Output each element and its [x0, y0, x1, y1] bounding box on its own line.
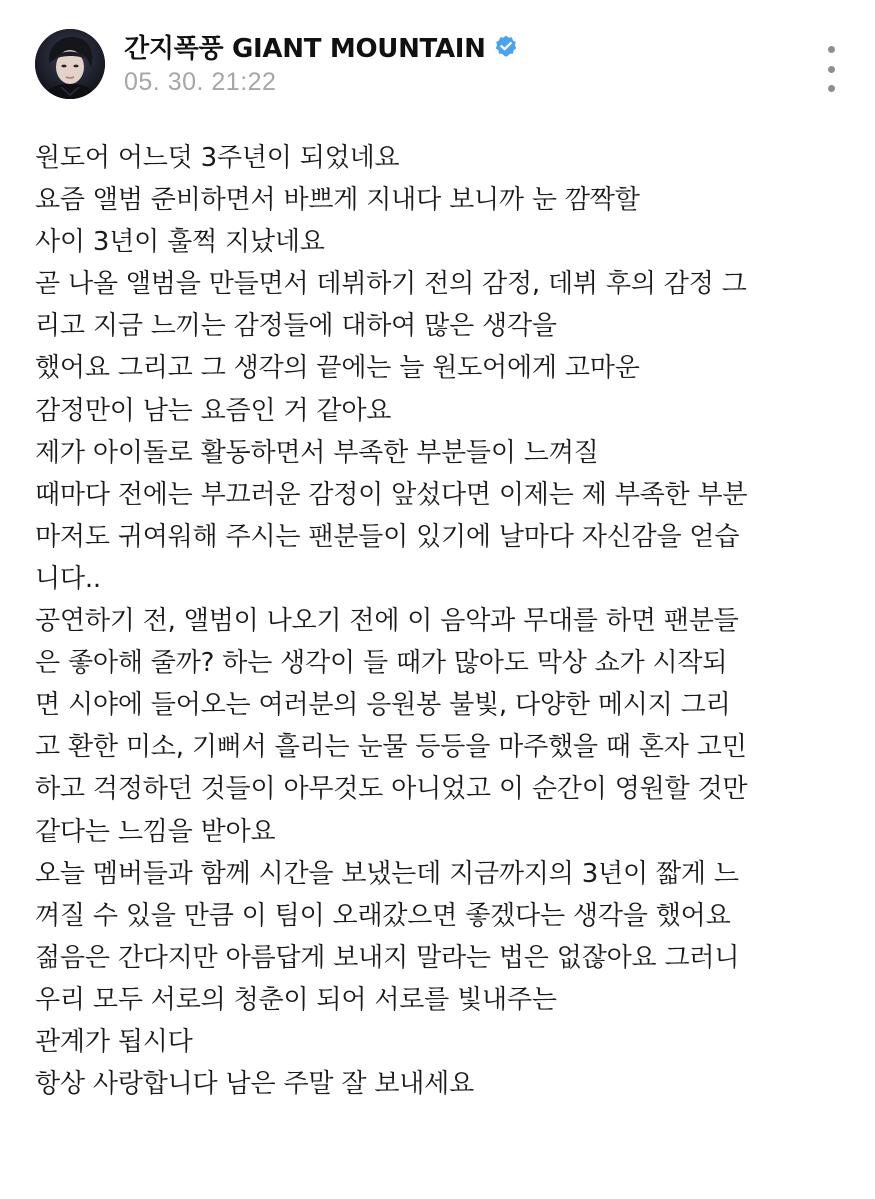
post-line: 면 시야에 들어오는 여러분의 응원봉 불빛, 다양한 메시지 그리: [35, 690, 731, 721]
post-line: 우리 모두 서로의 청춘이 되어 서로를 빛내주는: [35, 984, 557, 1015]
post-line: 제가 아이돌로 활동하면서 부족한 부분들이 느껴질: [35, 437, 599, 468]
post-body: [35, 137, 845, 1105]
post-line: 니다..: [35, 563, 101, 594]
post-line: 공연하기 전, 앨범이 나오기 전에 이 음악과 무대를 하면 팬분들: [35, 606, 739, 637]
more-options-button[interactable]: [816, 46, 846, 92]
post-line: 했어요 그리고 그 생각의 끝에는 늘 원도어에게 고마운: [35, 353, 640, 384]
post-line: 관계가 됩시다: [35, 1026, 193, 1057]
post-line: 고 환한 미소, 기뻐서 흘리는 눈물 등등을 마주했을 때 혼자 고민: [35, 732, 747, 763]
post-line: 항상 사랑합니다 남은 주말 잘 보내세요: [35, 1069, 474, 1100]
post-timestamp: 05. 30. 21:22: [124, 68, 277, 96]
post-line: 은 좋아해 줄까? 하는 생각이 들 때가 많아도 막상 쇼가 시작되: [35, 648, 728, 679]
post-line: 곧 나올 앨범을 만들면서 데뷔하기 전의 감정, 데뷔 후의 감정 그: [35, 269, 747, 300]
post-line: 원도어 어느덧 3주년이 되었네요: [35, 143, 400, 173]
verified-badge-icon: [494, 34, 518, 58]
post-line: 사이 3년이 훌쩍 지났네요: [35, 227, 325, 258]
author-row: [124, 28, 518, 64]
post-header: [0, 0, 875, 120]
vertical-ellipsis-icon: [828, 46, 835, 53]
post-line: 같다는 느낌을 받아요: [35, 816, 276, 847]
post-line: 감정만이 남는 요즘인 거 같아요: [35, 395, 392, 426]
post-line: 마저도 귀여워해 주시는 팬분들이 있기에 날마다 자신감을 얻습: [35, 521, 740, 552]
post-line: 껴질 수 있을 만큼 이 팀이 오래갔으면 좋겠다는 생각을 했어요: [35, 900, 731, 931]
post-line: 오늘 멤버들과 함께 시간을 보냈는데 지금까지의 3년이 짧게 느: [35, 858, 739, 889]
post-line: 때마다 전에는 부끄러운 감정이 앞섰다면 이제는 제 부족한 부분: [35, 479, 748, 510]
vertical-ellipsis-icon: [828, 85, 835, 92]
profile-avatar[interactable]: [35, 29, 105, 99]
author-name[interactable]: 간지폭풍 GIANT MOUNTAIN: [124, 33, 486, 64]
post-line: 하고 걱정하던 것들이 아무것도 아니었고 이 순간이 영원할 것만: [35, 774, 748, 805]
post-line: 젊음은 간다지만 아름답게 보내지 말라는 법은 없잖아요 그러니: [35, 942, 740, 973]
post-line: 요즘 앨범 준비하면서 바쁘게 지내다 보니까 눈 깜짝할: [35, 185, 640, 216]
post-line: 리고 지금 느끼는 감정들에 대하여 많은 생각을: [35, 311, 557, 342]
avatar-image: [35, 29, 105, 99]
vertical-ellipsis-icon: [828, 66, 835, 73]
